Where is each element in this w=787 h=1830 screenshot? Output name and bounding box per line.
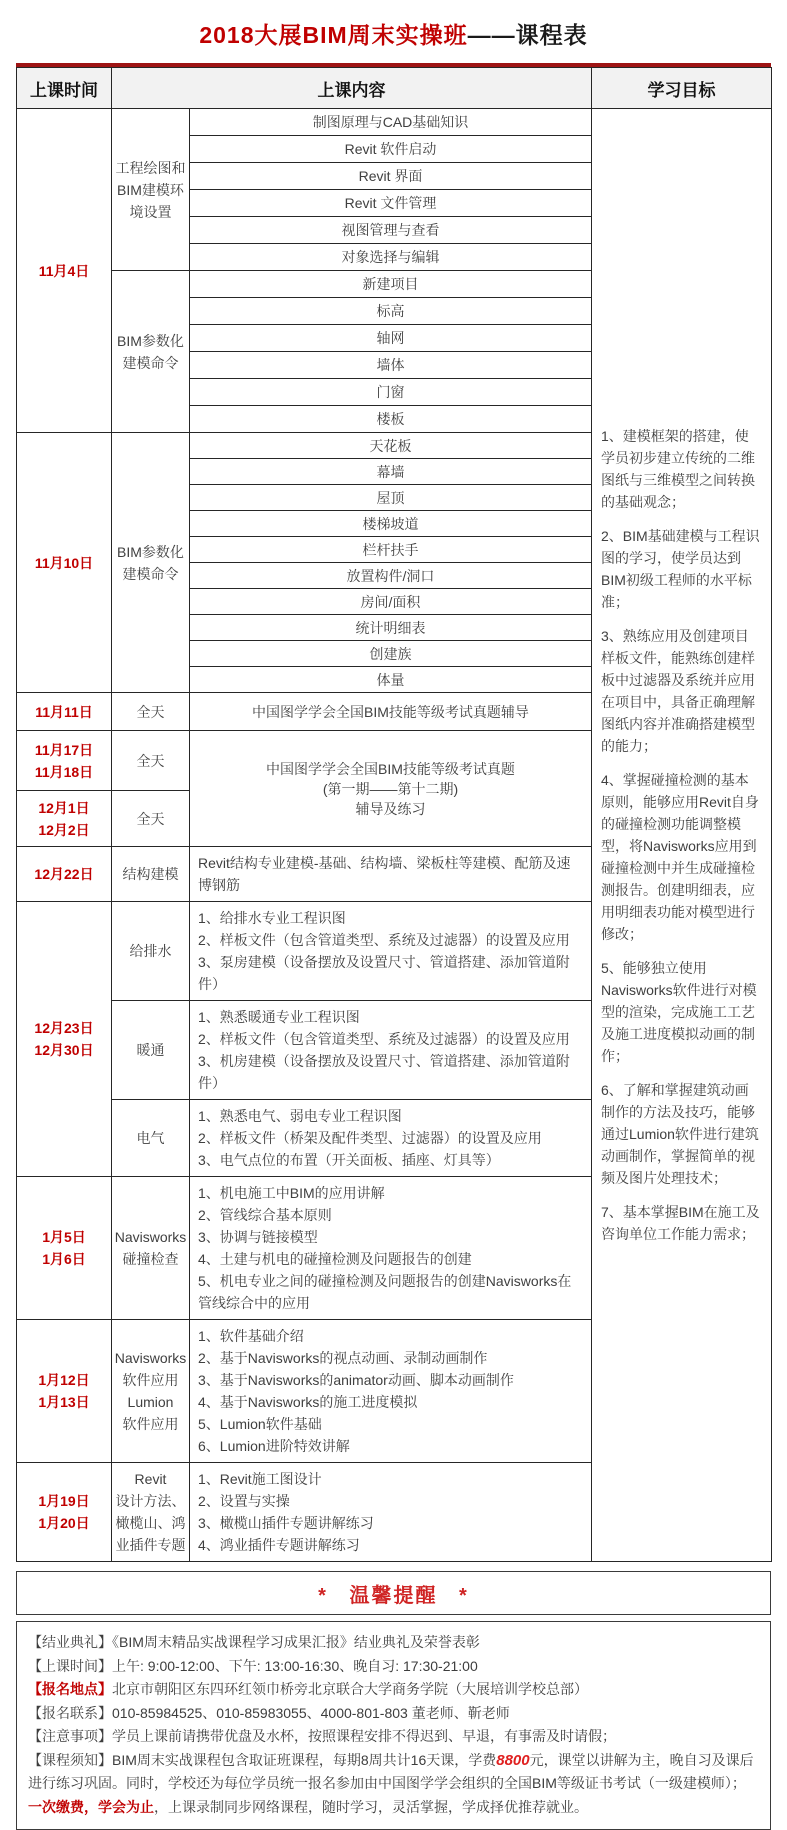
note-highlight: 一次缴费，学会为止 (28, 1798, 154, 1815)
text-line: 3、机房建模（设备摆放及设置尺寸、管道搭建、添加管道附件） (198, 1053, 570, 1091)
text-line: 5、Lumion软件基础 (198, 1416, 322, 1432)
reminder-box (16, 1571, 771, 1615)
text-line: 1、软件基础介绍 (198, 1328, 304, 1344)
goals-cell (592, 109, 772, 1562)
text-line: 1、熟悉暖通专业工程识图 (198, 1009, 360, 1025)
date-cell-jan12 (17, 1320, 112, 1463)
date-cell-jan19 (17, 1463, 112, 1562)
text-line: 2、样板文件（包含管道类型、系统及过滤器）的设置及应用 (198, 1031, 570, 1047)
text-line: 业插件专题 (115, 1537, 186, 1553)
course-item-cell: 房间/面积 (190, 589, 592, 615)
text-line: 6、Lumion进阶特效讲解 (198, 1438, 350, 1454)
goal-text: 1、建模框架的搭建，使学员初步建立传统的二维图纸与三维模型之间转换的基础观念； (601, 428, 755, 510)
note-text: 元，课堂以讲解为主，晚自习及课后进行练习巩固。同时，学校还为每位学员统一报名参加由中国图学学会组织的全国BIM等级证书考试（一级建模师）； (28, 1751, 754, 1791)
course-item-cell: 屋顶 (190, 485, 592, 511)
course-item-cell: 中国图学学会全国BIM技能等级考试真题辅导 (190, 693, 592, 731)
text-line: 4、鸿业插件专题讲解练习 (198, 1537, 360, 1553)
note-location (28, 1678, 759, 1702)
header-goal: 学习目标 (592, 68, 772, 109)
course-item-cell: 制图原理与CAD基础知识 (190, 109, 592, 136)
text-line: 1、机电施工中BIM的应用讲解 (198, 1185, 385, 1201)
note-text: 学员上课前请携带优盘及水杯，按照课程安排不得迟到、早退，有事需及时请假； (112, 1728, 616, 1744)
note-attention (28, 1725, 759, 1749)
note-label: 【课程须知】 (28, 1751, 112, 1768)
text-line: 2、样板文件（桥架及配件类型、过滤器）的设置及应用 (198, 1130, 542, 1146)
note-text: 《BIM周末精品实战课程学习成果汇报》结业典礼及荣誉表彰 (112, 1634, 480, 1650)
text-line: 5、机电专业之间的碰撞检测及问题报告的创建Navisworks在管线综合中的应用 (198, 1273, 572, 1311)
note-course-info (28, 1749, 759, 1820)
note-label: 【上课时间】 (28, 1657, 112, 1674)
date-cell-dec23 (17, 902, 112, 1177)
date-cell-jan5 (17, 1177, 112, 1320)
date-line: 1月13日 (38, 1394, 90, 1410)
course-item-cell (190, 1100, 592, 1177)
date-line: 11月17日 (34, 741, 94, 758)
text-line: 碰撞检查 (122, 1251, 179, 1267)
course-item-cell: 楼梯坡道 (190, 511, 592, 537)
category-cell-drawing-env: 工程绘图和BIM建模环境设置 (112, 109, 190, 271)
note-text: 上午: 9:00-12:00、下午: 13:00-16:30、晚自习: 17:30-21:00 (112, 1657, 478, 1674)
course-item-cell (190, 902, 592, 1001)
text-line: Revit (134, 1471, 167, 1487)
course-item-cell: Revit 界面 (190, 163, 592, 190)
course-item-cell: Revit结构专业建模-基础、结构墙、梁板柱等建模、配筋及速博钢筋 (190, 847, 592, 902)
text-line: Navisworks (114, 1229, 187, 1245)
date-cell-dec1 (17, 791, 112, 847)
text-line: 1、给排水专业工程识图 (198, 910, 346, 926)
text-line: Navisworks (114, 1350, 187, 1366)
text-line: 2、基于Navisworks的视点动画、录制动画制作 (198, 1350, 488, 1366)
category-cell-hvac: 暖通 (112, 1001, 190, 1100)
category-cell-electrical: 电气 (112, 1100, 190, 1177)
note-graduation (28, 1631, 759, 1655)
course-item-cell (190, 1320, 592, 1463)
header-time: 上课时间 (17, 68, 112, 109)
date-cell-nov11: 11月11日 (17, 693, 112, 731)
category-cell-bim-param: BIM参数化建模命令 (112, 271, 190, 433)
category-cell-navisworks-clash (112, 1177, 190, 1320)
date-cell-dec22: 12月22日 (17, 847, 112, 902)
date-line: 1月19日 (38, 1493, 90, 1509)
course-item-cell: 门窗 (190, 379, 592, 406)
reminder-title: * 温馨提醒 * (318, 1584, 469, 1607)
course-item-cell (190, 1463, 592, 1562)
notes-box (16, 1621, 771, 1830)
course-item-cell: 对象选择与编辑 (190, 244, 592, 271)
text-line: 3、橄榄山插件专题讲解练习 (198, 1515, 374, 1531)
text-line: 3、电气点位的布置（开关面板、插座、灯具等） (198, 1152, 500, 1168)
date-line: 12月23日 (34, 1020, 94, 1036)
date-cell-nov10: 11月10日 (17, 433, 112, 693)
text-line: 1、Revit施工图设计 (198, 1471, 322, 1487)
note-text: 北京市朝阳区东四环红领巾桥旁北京联合大学商务学院（大展培训学校总部） (112, 1681, 588, 1697)
date-line: 12月2日 (38, 821, 90, 838)
text-line: 2、设置与实操 (198, 1493, 290, 1509)
course-item-cell: 放置构件/洞口 (190, 563, 592, 589)
date-line: 12月30日 (34, 1042, 94, 1058)
text-line: 3、泵房建模（设备摆放及设置尺寸、管道搭建、添加管道附件） (198, 954, 570, 992)
goal-text: 7、基本掌握BIM在施工及咨询单位工作能力需求； (601, 1204, 760, 1242)
header-content: 上课内容 (112, 68, 592, 109)
tuition-fee: 8800 (496, 1751, 530, 1769)
course-item-cell: 幕墙 (190, 459, 592, 485)
text-line: 软件应用 (122, 1372, 179, 1388)
category-cell-allday: 全天 (112, 731, 190, 791)
note-label: 【注意事项】 (28, 1728, 112, 1744)
date-line: 12月1日 (38, 799, 90, 816)
note-contact (28, 1702, 759, 1726)
course-item-cell: 统计明细表 (190, 615, 592, 641)
goal-text: 5、能够独立使用Navisworks软件进行对模型的渲染，完成施工工艺及施工进度模拟动画的制作； (601, 960, 757, 1064)
text-line: 橄榄山、鸿 (115, 1515, 186, 1531)
course-item-cell: 标高 (190, 298, 592, 325)
note-label-red: 【报名地点】 (28, 1681, 112, 1697)
text-line: 2、样板文件（包含管道类型、系统及过滤器）的设置及应用 (198, 932, 570, 948)
category-cell-structure: 结构建模 (112, 847, 190, 902)
text-line: 软件应用 (122, 1416, 179, 1432)
course-item-cell: 创建族 (190, 641, 592, 667)
note-class-time (28, 1655, 759, 1679)
note-label: 【结业典礼】 (28, 1634, 112, 1650)
goal-text: 3、熟练应用及创建项目样板文件，能熟练创建样板中过滤器及系统并应用在项目中，具备正确理解图纸内容并准确搭建模型的能力； (601, 628, 755, 754)
text-line: 1、熟悉电气、弱电专业工程识图 (198, 1108, 402, 1124)
category-cell-bim-param2: BIM参数化建模命令 (112, 433, 190, 693)
note-text: BIM周末实战课程包含取证班课程，每期8周共计16天课，学费 (112, 1751, 497, 1768)
page-title (0, 0, 787, 50)
date-line: 1月5日 (42, 1229, 86, 1245)
text-line: Lumion (127, 1394, 174, 1410)
course-item-cell: 栏杆扶手 (190, 537, 592, 563)
course-item-cell: 新建项目 (190, 271, 592, 298)
text-line: 辅导及练习 (355, 800, 426, 817)
category-cell-navisworks-lumion (112, 1320, 190, 1463)
table-row (17, 109, 772, 136)
course-item-cell: 轴网 (190, 325, 592, 352)
course-item-cell: 楼板 (190, 406, 592, 433)
course-item-cell: Revit 软件启动 (190, 136, 592, 163)
goal-text: 6、了解和掌握建筑动画制作的方法及技巧，能够通过Lumion软件进行建筑动画制作，掌握简单的视频及图片处理技术； (601, 1082, 759, 1186)
course-item-cell: Revit 文件管理 (190, 190, 592, 217)
text-line: 2、管线综合基本原则 (198, 1207, 332, 1223)
course-item-cell (190, 1001, 592, 1100)
note-text: 010-85984525、010-85983055、4000-801-803 董老师、靳老师 (112, 1704, 510, 1721)
goal-text: 4、掌握碰撞检测的基本原则，能够应用Revit自身的碰撞检测功能调整模型，将Navisworks应用到碰撞检测中并生成碰撞检测报告。创建明细表，应用明细表功能对模型进行修改； (601, 772, 759, 942)
text-line: 3、协调与链接模型 (198, 1229, 318, 1245)
category-cell-allday: 全天 (112, 791, 190, 847)
text-line: 设计方法、 (115, 1493, 186, 1509)
note-text: ，上课录制同步网络课程，随时学习，灵活掌握，学成择优推荐就业。 (154, 1798, 588, 1815)
course-item-cell: 墙体 (190, 352, 592, 379)
text-line: 4、土建与机电的碰撞检测及问题报告的创建 (198, 1251, 472, 1267)
text-line: (第一期——第十二期) (322, 780, 459, 797)
text-line: 4、基于Navisworks的施工进度模拟 (198, 1394, 418, 1410)
course-item-cell: 天花板 (190, 433, 592, 459)
note-label: 【报名联系】 (28, 1704, 112, 1721)
course-item-cell (190, 1177, 592, 1320)
page-title-red: 2018大展BIM周末实操班 (199, 22, 468, 48)
text-line: 中国图学学会全国BIM技能等级考试真题 (266, 760, 515, 777)
table-header-row (17, 68, 772, 109)
date-line: 1月20日 (38, 1515, 90, 1531)
date-line: 11月18日 (34, 763, 94, 780)
course-item-cell: 体量 (190, 667, 592, 693)
category-cell-revit-plugins (112, 1463, 190, 1562)
date-cell-nov17 (17, 731, 112, 791)
category-cell-plumbing: 给排水 (112, 902, 190, 1001)
schedule-table (16, 67, 772, 1562)
date-line: 1月12日 (38, 1372, 90, 1388)
category-cell-allday: 全天 (112, 693, 190, 731)
date-cell-nov4: 11月4日 (17, 109, 112, 433)
exam-content-cell (190, 731, 592, 847)
text-line: 3、基于Navisworks的animator动画、脚本动画制作 (198, 1372, 514, 1388)
page-title-black: ——课程表 (467, 22, 588, 48)
goal-text: 2、BIM基础建模与工程识图的学习，使学员达到BIM初级工程师的水平标准； (601, 528, 760, 610)
date-line: 1月6日 (42, 1251, 86, 1267)
course-item-cell: 视图管理与查看 (190, 217, 592, 244)
